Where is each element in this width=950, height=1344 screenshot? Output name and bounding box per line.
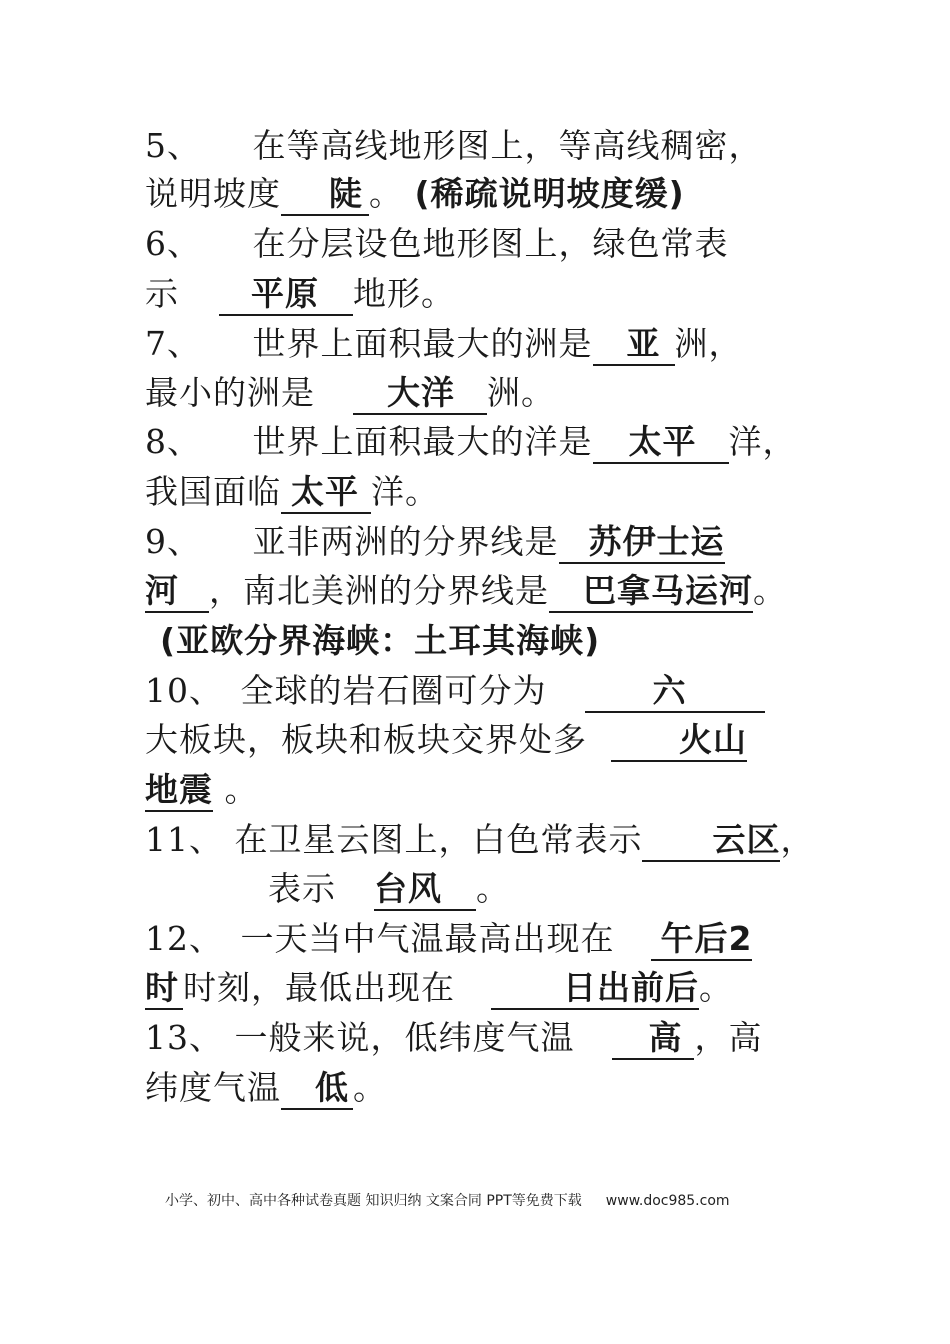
q5-period: 。	[369, 174, 403, 213]
q9-line-1	[145, 518, 725, 566]
q9-answer-1b: 河	[145, 571, 209, 613]
q5-note: (稀疏说明坡度缓)	[414, 174, 685, 213]
q6-line-1	[145, 220, 729, 268]
q5-answer: 陡	[281, 174, 369, 216]
q9-period: 。	[753, 571, 787, 610]
q8-line-2	[145, 468, 439, 516]
q10-text-2: 大板块，板块和板块交界处多	[145, 720, 587, 759]
q8-text-2: 洋，	[728, 422, 797, 461]
footer	[165, 1190, 730, 1210]
footer-url[interactable]: www.doc985.com	[605, 1193, 730, 1209]
q9-note	[160, 617, 600, 665]
q10-period: 。	[224, 770, 259, 809]
q12-answer-1b: 时	[145, 968, 183, 1010]
q9-text-2: ，南北美洲的分界线是	[209, 571, 549, 610]
q10-answer-1: 六	[585, 671, 765, 713]
q5-text: 5、 在等高线地形图上，等高线稠密，	[145, 126, 763, 165]
q6-line-2	[145, 270, 455, 318]
q10-answer-2a: 火山	[611, 720, 747, 762]
q7-answer-1: 亚	[593, 324, 675, 366]
q13-answer-1: 高	[612, 1018, 694, 1060]
q12-text: 12、 一天当中气温最高出现在	[145, 919, 615, 958]
q5-line-2	[145, 170, 685, 218]
q7-text-2: 洲，	[674, 324, 743, 363]
q9-note-text: (亚欧分界海峡：土耳其海峡)	[160, 621, 601, 660]
q11-text-3: 表示	[268, 869, 336, 908]
q13-text-2: ，高	[694, 1018, 763, 1057]
q7-line-1	[145, 320, 743, 368]
q11-text-2: ，	[780, 820, 815, 859]
q8-answer-1: 太平	[593, 422, 729, 464]
q12-text-2: 时刻，最低出现在	[183, 968, 455, 1007]
q5-text-2: 说明坡度	[145, 174, 281, 213]
q10-line-3	[145, 766, 259, 814]
q7-text-3: 最小的洲是	[145, 373, 315, 412]
q9-text: 9、 亚非两洲的分界线是	[145, 522, 559, 561]
q13-text: 13、 一般来说，低纬度气温	[145, 1018, 575, 1057]
q11-text: 11、 在卫星云图上，白色常表示	[145, 820, 643, 859]
q6-text-2: 示	[145, 274, 179, 313]
q12-answer-1a: 午后2	[651, 919, 753, 961]
q10-line-2	[145, 716, 747, 764]
q10-text: 10、 全球的岩石圈可分为	[145, 671, 547, 710]
q13-line-2	[145, 1064, 387, 1112]
q11-answer-1: 云区	[642, 820, 780, 862]
q6-text-3: 地形。	[353, 274, 455, 313]
q12-line-2	[145, 964, 733, 1012]
footer-text: 小学、初中、高中各种试卷真题 知识归纳 文案合同 PPT等免费下载	[165, 1193, 582, 1209]
q13-period: 。	[353, 1068, 387, 1107]
q11-period: 。	[476, 869, 510, 908]
q13-text-3: 纬度气温	[145, 1068, 281, 1107]
q8-text-4: 洋。	[371, 472, 439, 511]
q7-text-4: 洲。	[487, 373, 555, 412]
q12-answer-2: 日出前后	[491, 968, 699, 1010]
q11-answer-2: 台风	[374, 869, 476, 911]
q12-line-1	[145, 915, 752, 963]
q10-line-1	[145, 667, 765, 715]
q13-line-1	[145, 1014, 762, 1062]
q11-line-2	[268, 865, 510, 913]
q5-line-1	[145, 122, 763, 170]
q7-line-2	[145, 369, 555, 417]
q10-answer-2b: 地震	[145, 770, 213, 812]
q13-answer-2: 低	[281, 1068, 353, 1110]
q8-text-3: 我国面临	[145, 472, 281, 511]
q9-line-2	[145, 567, 787, 615]
q6-answer: 平原	[219, 274, 353, 316]
q7-text: 7、 世界上面积最大的洲是	[145, 324, 593, 363]
q11-line-1	[145, 816, 814, 864]
q12-period: 。	[699, 968, 733, 1007]
q8-line-1	[145, 418, 797, 466]
q7-answer-2: 大洋	[353, 373, 487, 415]
q8-answer-2: 太平	[281, 472, 371, 514]
q8-text: 8、 世界上面积最大的洋是	[145, 422, 593, 461]
q6-text: 6、 在分层设色地形图上，绿色常表	[145, 224, 729, 263]
q9-answer-1a: 苏伊士运	[559, 522, 725, 564]
q9-answer-2: 巴拿马运河	[549, 571, 753, 613]
